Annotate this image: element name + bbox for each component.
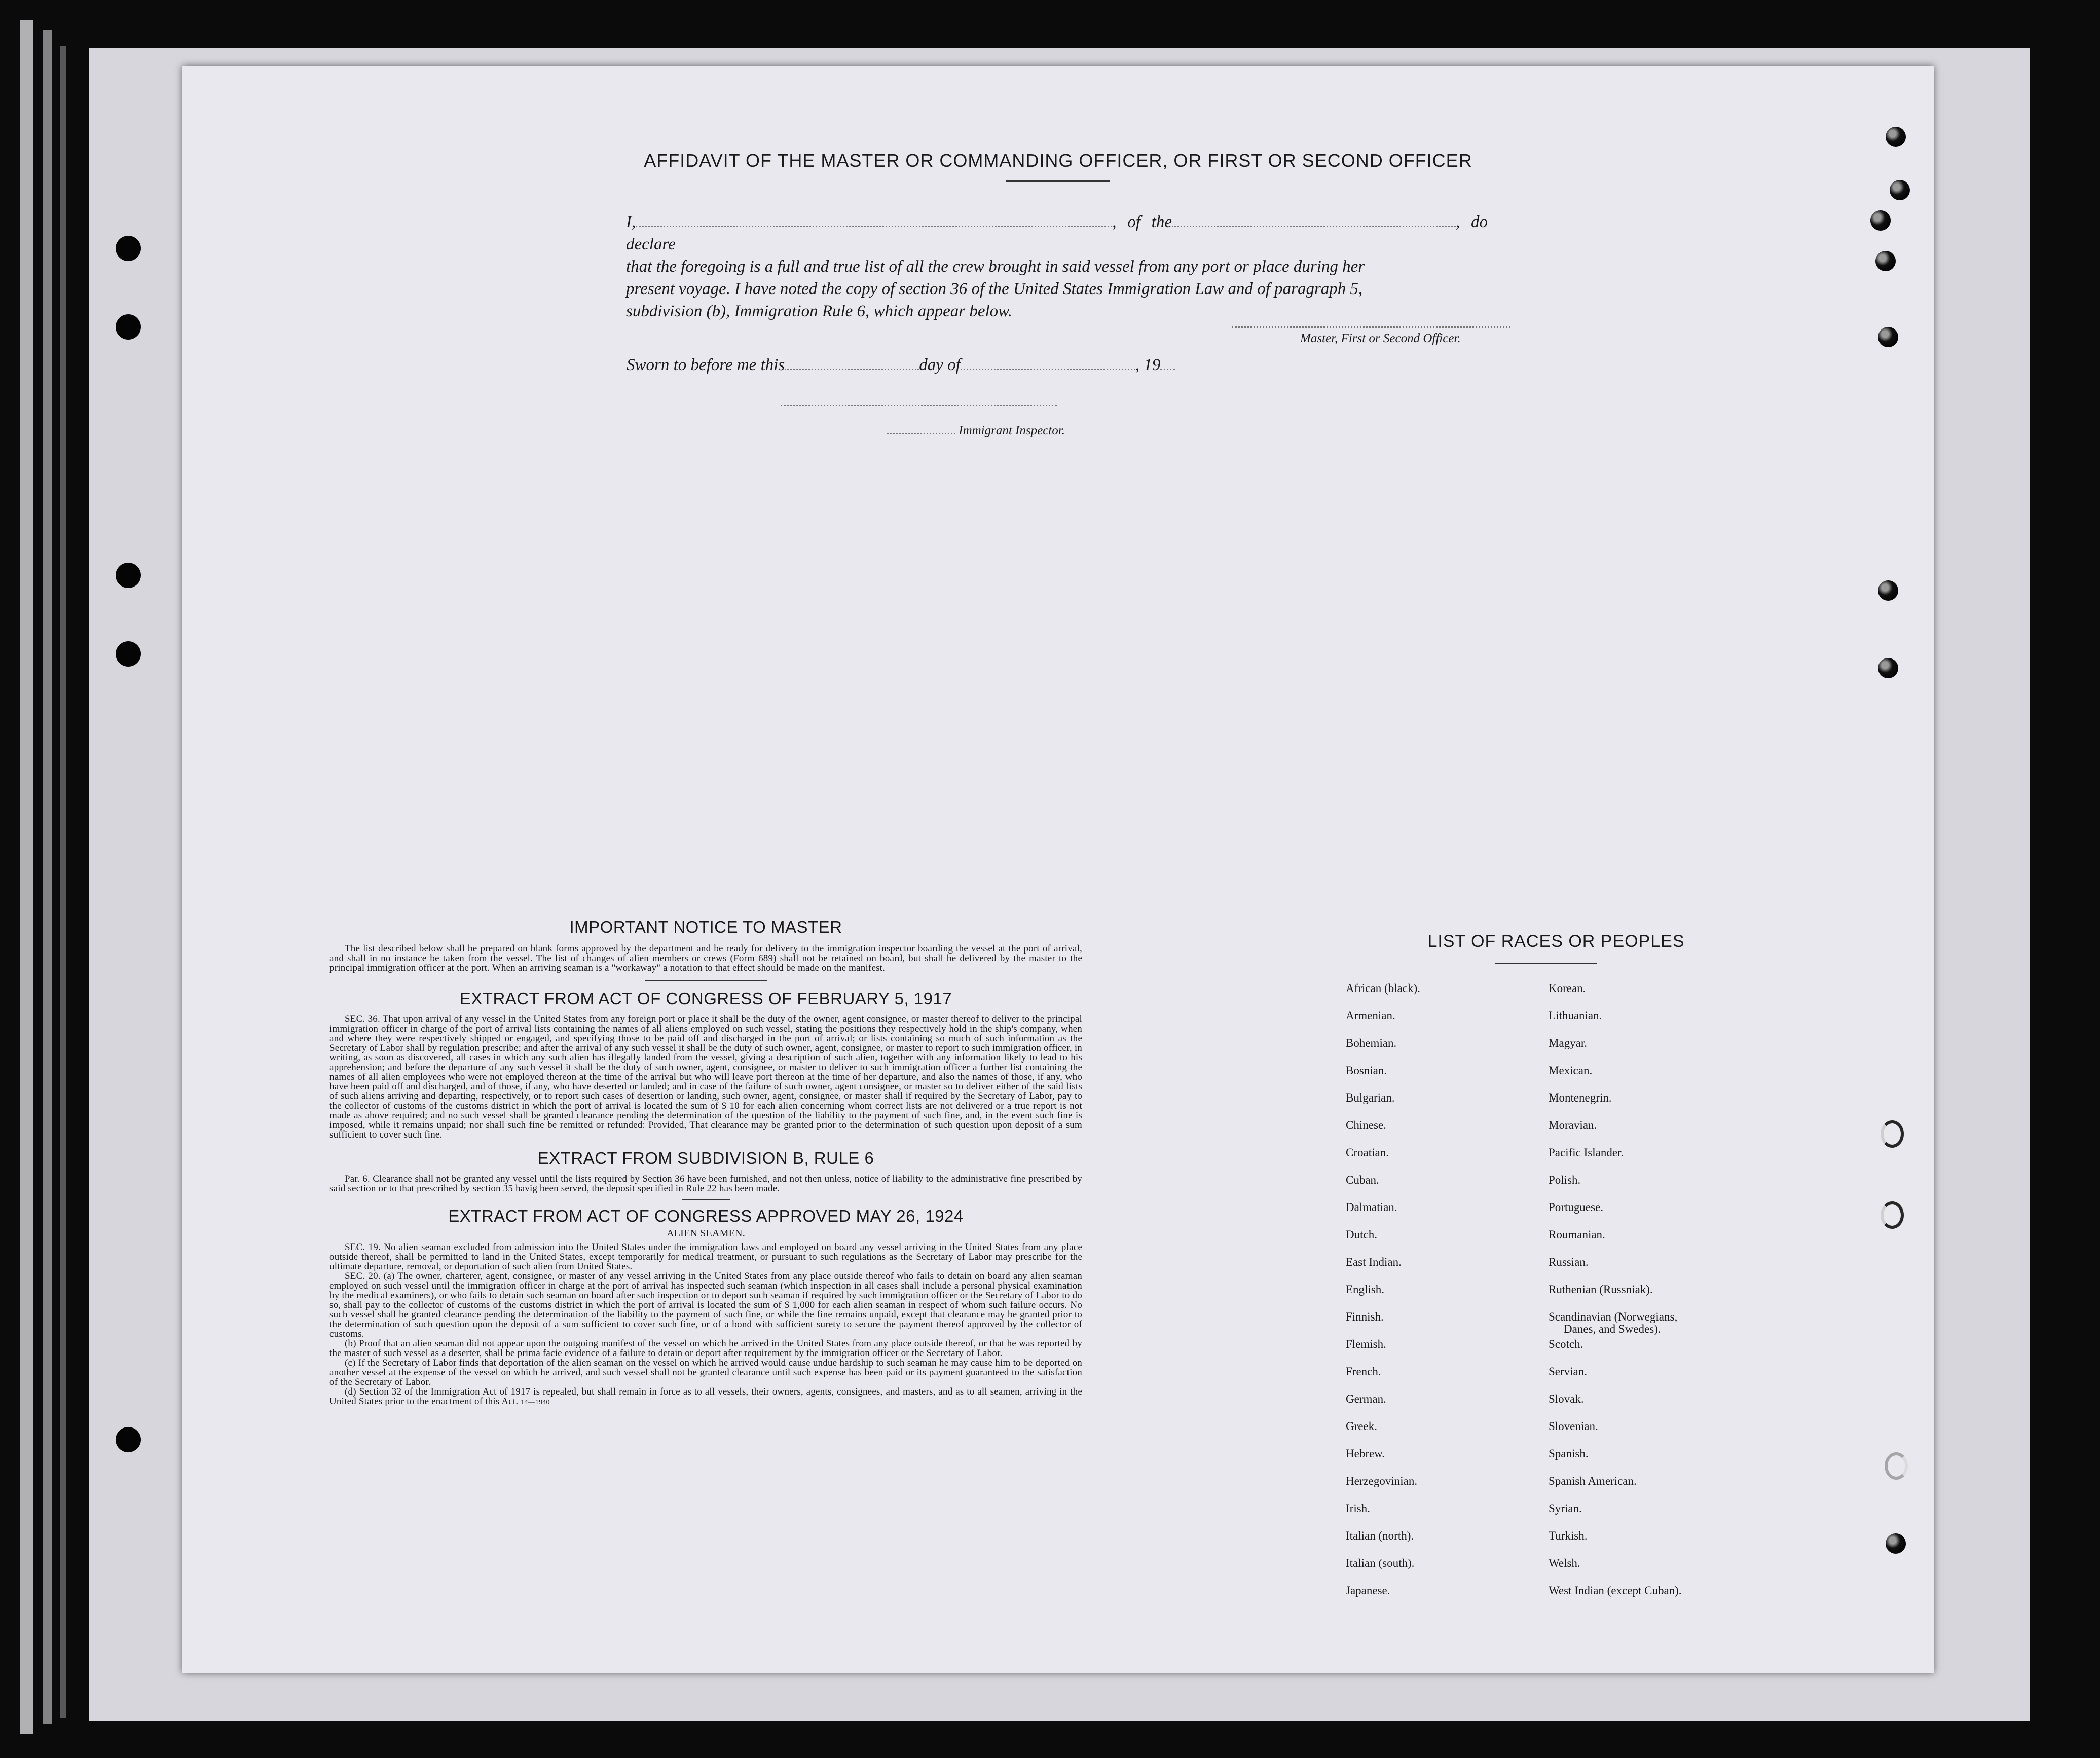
race-item: Russian. <box>1549 1256 1589 1268</box>
punch-hole <box>116 641 141 667</box>
race-item: Japanese. <box>1346 1584 1390 1597</box>
race-item: Chinese. <box>1346 1119 1386 1131</box>
race-item: Spanish. <box>1549 1447 1589 1460</box>
race-item: English. <box>1346 1283 1385 1296</box>
binder-rivet <box>1890 180 1910 200</box>
race-item: Welsh. <box>1549 1557 1580 1569</box>
race-item: Armenian. <box>1346 1009 1395 1022</box>
inspector-signature-line[interactable] <box>781 405 1057 406</box>
extract-1924-sec20b: (b) Proof that an alien seaman did not appear upon the outgoing manifest of the vessel on which he arrived in the United States from any place outside thereof, or that he was reported by the master of such vessel as a deserter, shall be prima facie evidence of a failure to detain or deport after requirement by the immigration officer or the Secretary of Labor. <box>329 1338 1082 1359</box>
notice-title: IMPORTANT NOTICE TO MASTER <box>569 918 842 936</box>
binder-rivet <box>1878 580 1898 601</box>
race-item: Cuban. <box>1346 1174 1379 1186</box>
race-item: Portuguese. <box>1549 1201 1603 1214</box>
race-item: Montenegrin. <box>1549 1091 1612 1104</box>
race-item: Bohemian. <box>1346 1037 1397 1049</box>
extract-rule6-body: Par. 6. Clearance shall not be granted any vessel until the lists required by Section 36 have been furnished, and not then unless, notice of liability to the administrative fine prescribed by said section or to that prescribed by section 35 havig been served, the deposit specified in Rule 22 has been made. <box>329 1174 1082 1194</box>
sworn-line: Sworn to before me this day of , 19 <box>627 354 1175 376</box>
binder-edge-strip <box>43 30 52 1724</box>
punch-hole <box>116 563 141 588</box>
race-item: African (black). <box>1346 982 1420 995</box>
race-item-continuation: Danes, and Swedes). <box>1564 1323 1661 1335</box>
race-item: Dalmatian. <box>1346 1201 1397 1214</box>
manifest-back-page <box>182 66 1934 1673</box>
race-item: Lithuanian. <box>1549 1009 1602 1022</box>
binder-ring <box>1881 1201 1904 1229</box>
binder-edge-strip <box>60 46 66 1718</box>
divider <box>645 980 767 981</box>
extract-1917-title: EXTRACT FROM ACT OF CONGRESS OF FEBRUARY 5, 1917 <box>459 989 952 1008</box>
race-item: Moravian. <box>1549 1119 1597 1131</box>
extract-1924-sec20d: (d) Section 32 of the Immigration Act of 1917 is repealed, but shall remain in force as to all vessels, their owners, agents, consignees, and masters, and as to all seamen, arriving in the United States prior to the enactment of this Act. 14—1940 <box>329 1386 1082 1407</box>
races-title-underline <box>1495 963 1597 964</box>
race-item: Italian (north). <box>1346 1529 1414 1542</box>
punch-hole <box>116 236 141 261</box>
race-item: Bosnian. <box>1346 1064 1387 1077</box>
binder-edge-strip <box>20 20 33 1734</box>
binder-rivet <box>1878 327 1898 347</box>
extract-1924-sec20c: (c) If the Secretary of Labor finds that deportation of the alien seaman on the vessel on which he arrived would cause undue hardship to such seaman he may cause him to be deported on another vessel at the expense of the vessel on which he arrived, and such vessel shall not be granted clearance until such expense has been paid or its payment guaranteed to the satisfaction of the Secretary of Labor. <box>329 1358 1082 1387</box>
race-item: Roumanian. <box>1549 1228 1605 1241</box>
race-item: Pacific Islander. <box>1549 1146 1624 1159</box>
form-code: 14—1940 <box>521 1399 550 1406</box>
affidavit-text <box>626 211 1488 322</box>
affidavit-line-4: subdivision (b), Immigration Rule 6, which appear below. <box>626 302 1012 320</box>
inspector-label: Immigrant Inspector. <box>887 419 1065 438</box>
race-item: Spanish American. <box>1549 1475 1637 1487</box>
extract-1924-title: EXTRACT FROM ACT OF CONGRESS APPROVED MAY 26, 1924 <box>448 1206 964 1225</box>
race-item: Magyar. <box>1549 1037 1588 1049</box>
race-item: Greek. <box>1346 1420 1377 1433</box>
race-item: Dutch. <box>1346 1228 1377 1241</box>
race-item: Syrian. <box>1549 1502 1582 1515</box>
race-item: Herzegovinian. <box>1346 1475 1418 1487</box>
races-title: LIST OF RACES OR PEOPLES <box>1427 932 1685 951</box>
notice-block <box>329 918 1082 1407</box>
race-item: Mexican. <box>1549 1064 1593 1077</box>
race-item: Bulgarian. <box>1346 1091 1395 1104</box>
race-item: Hebrew. <box>1346 1447 1385 1460</box>
race-item: Scandinavian (Norwegians, Danes, and Swedes). <box>1549 1311 1682 1338</box>
punch-hole <box>116 1427 141 1452</box>
binder-rivet <box>1886 1533 1906 1554</box>
extract-1924-sec19: SEC. 19. No alien seaman excluded from admission into the United States under the immigration laws and employed on board any vessel arriving in the United States from any place outside thereof, shall be permitted to land in the United States, except temporarily for medical treatment, or pursuant to such regulations as the Secretary of Labor may prescribe for the ultimate departure, removal, or deportation of such alien from United States. <box>329 1242 1082 1272</box>
races-left-column <box>1346 982 1420 1612</box>
master-label: Master, First or Second Officer. <box>1300 332 1461 345</box>
race-item: Turkish. <box>1549 1529 1588 1542</box>
extract-rule6-title: EXTRACT FROM SUBDIVISION B, RULE 6 <box>537 1149 874 1167</box>
race-item: Finnish. <box>1346 1310 1384 1323</box>
race-item: Ruthenian (Russniak). <box>1549 1283 1653 1296</box>
affidavit-line-1: I, , of the , do declare <box>626 211 1488 255</box>
alien-seamen-subtitle: ALIEN SEAMEN. <box>667 1228 745 1239</box>
race-item: German. <box>1346 1393 1386 1405</box>
race-item: Irish. <box>1346 1502 1370 1515</box>
master-signature-line[interactable] <box>1232 326 1510 328</box>
race-item: East Indian. <box>1346 1256 1402 1268</box>
divider <box>682 1199 730 1200</box>
binder-ring <box>1885 1452 1908 1480</box>
extract-1917-body: SEC. 36. That upon arrival of any vessel in the United States from any foreign port or place it shall be the duty of the owner, agent consignee, or master thereof to deliver to the principal immigration officer in charge of the port of arrival lists containing the names of all aliens employed on such vessel, stating the positions they respectively hold in the ship's company, when and where they were respectively shipped or engaged, and specifying those to be paid off and discharged in the port of arrival; or lists containing so much of such information as the Secretary of Labor shall by regulation prescribe; and after the arrival of any such vessel it shall be the duty of such owner, agent, consignee, or master to report to such immigration officer, in writing, as soon as discovered, all cases in which any such alien has illegally landed from the vessel, giving a description of such alien, together with any information likely to lead to his apprehension; and before the departure of any such vessel it shall be the duty of such owner, agent, consignee, or master to deliver to such immigration officer a further list containing the names of all alien employees who were not employed thereon at the time of the arrival but who will leave port thereon at the time of her departure, and also the names of those, if any, who have been paid off and discharged, and of those, if any, who have deserted or landed; and in case of the failure of such owner, agent consignee, or master so to deliver either of the said lists of such aliens arriving and departing, respectively, or to report such cases of desertion or landing, such owner, agent, consignee, or master shall if required by the Secretary of Labor, pay to the collector of customs of the customs district in which the port of arrival is located the sum of $ 10 for each alien concerning whom correct lists are not delivered or a true report is not made as above required; and no such vessel shall be granted clearance pending the determination of the question of the liability to the payment of such fine, and, in the event such fine is imposed, while it remains unpaid; nor shall such fine be remitted or refunded: Provided, That clearance may be granted prior to the determination of such question upon deposit of a sum sufficient to cover such fine. <box>329 1014 1082 1140</box>
race-item: Slovenian. <box>1549 1420 1598 1433</box>
race-item: Scotch. <box>1549 1338 1583 1350</box>
race-item: French. <box>1346 1365 1381 1378</box>
race-item: West Indian (except Cuban). <box>1549 1584 1682 1597</box>
races-right-column <box>1549 982 1682 1612</box>
affidavit-line-3: present voyage. I have noted the copy of section 36 of the United States Immigration Law and of paragraph 5, <box>626 280 1363 298</box>
race-item: Servian. <box>1549 1365 1588 1378</box>
races-list <box>1346 982 1853 1641</box>
extract-1924-sec20a: SEC. 20. (a) The owner, charterer, agent, consignee, or master of any vessel arriving in the United States from any place outside thereof who fails to detain on board any alien seaman employed on such vessel until the immigration officer in charge at the port of arrival has inspected such seaman (which inspection in all cases shall include a personal physical examination by the medical examiners), or who fails to detain such seaman on board after such inspection or to deport such seaman if required by such immigration officer or the Secretary of Labor to do so, shall pay to the collector of customs of the customs district in which the port of arrival is located the sum of $ 1,000 for each alien seaman in respect of whom such failure occurs. No such vessel shall be granted clearance pending the determination of the liability to the payment of such fine, or while the fine remains unpaid, except that clearance may be granted prior to the determination of such question upon the deposit of a sum sufficient to cover such fine, or of a bond with sufficient surety to secure the payment thereof approved by the collector of customs. <box>329 1271 1082 1339</box>
race-item: Korean. <box>1549 982 1586 995</box>
race-item: Slovak. <box>1549 1393 1584 1405</box>
race-item: Flemish. <box>1346 1338 1386 1350</box>
title-underline <box>1006 180 1110 182</box>
binder-rivet <box>1870 210 1891 231</box>
binder-rivet <box>1878 658 1898 678</box>
binder-rivet <box>1875 251 1896 271</box>
race-item: Croatian. <box>1346 1146 1389 1159</box>
affidavit-title: AFFIDAVIT OF THE MASTER OR COMMANDING OFFICER, OR FIRST OR SECOND OFFICER <box>644 150 1472 171</box>
affidavit-line-2: that the foregoing is a full and true list of all the crew brought in said vessel from any port or place during her <box>626 258 1365 276</box>
notice-body: The list described below shall be prepared on blank forms approved by the department and be ready for delivery to the immigration inspector boarding the vessel at the port of arrival, and shall in no instance be taken from the vessel. The list of changes of alien members or crews (Form 689) shall not be retained on board, but shall be delivered by the master to the principal immigration officer at the port. When an arriving seaman is a "workaway" a notation to that effect should be made on the manifest. <box>329 943 1082 973</box>
binder-ring <box>1881 1120 1904 1148</box>
race-item: Italian (south). <box>1346 1557 1415 1569</box>
punch-hole <box>116 314 141 340</box>
binder-rivet <box>1886 127 1906 147</box>
race-item: Polish. <box>1549 1174 1581 1186</box>
